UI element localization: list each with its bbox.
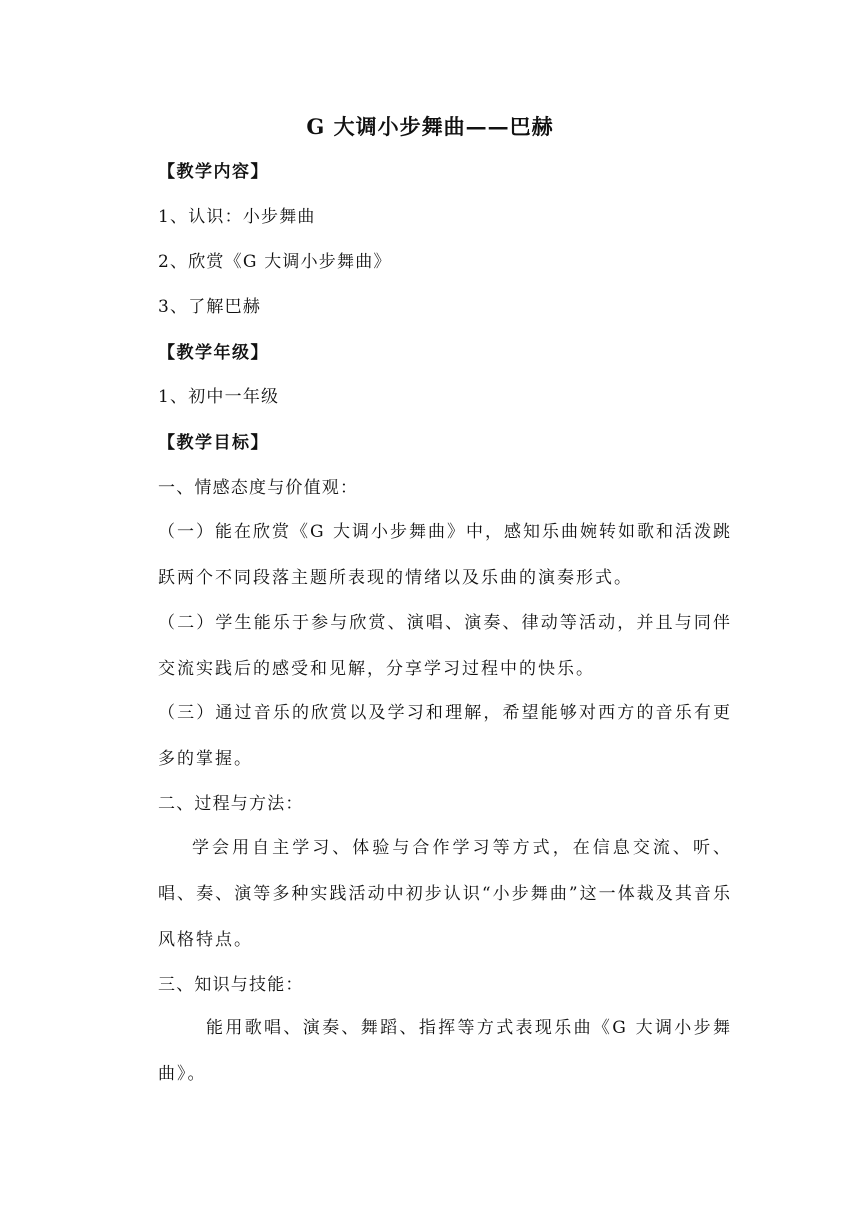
content-item-3: 3、了解巴赫 <box>158 297 262 317</box>
goals-part3-paragraph-1: 能用歌唱、演奏、舞蹈、指挥等方式表现乐曲《G 大调小步舞曲》。 <box>158 1018 732 1084</box>
goals-part3-label: 三、知识与技能： <box>158 975 304 995</box>
goals-part1-paragraph-2: （二）学生能乐于参与欣赏、演唱、演奏、律动等活动，并且与同伴交流实践后的感受和见解，分享学习过程中的快乐。 <box>158 613 732 679</box>
goals-part1-label: 一、情感态度与价值观： <box>158 478 359 498</box>
section-heading-content: 【教学内容】 <box>158 162 269 182</box>
content-item-1: 1、认识：小步舞曲 <box>158 207 316 227</box>
section-heading-goals: 【教学目标】 <box>158 433 269 453</box>
document-title: G 大调小步舞曲——巴赫 <box>306 114 554 139</box>
content-item-2: 2、欣赏《G 大调小步舞曲》 <box>158 252 392 272</box>
goals-part2-label: 二、过程与方法： <box>158 794 304 814</box>
goals-part1-paragraph-1: （一）能在欣赏《G 大调小步舞曲》中，感知乐曲婉转如歌和活泼跳跃两个不同段落主题所表现的情绪以及乐曲的演奏形式。 <box>158 522 732 588</box>
goals-part2-paragraph-1: 学会用自主学习、体验与合作学习等方式，在信息交流、听、唱、奏、演等多种实践活动中初步认识“小步舞曲”这一体裁及其音乐风格特点。 <box>158 838 732 950</box>
goals-part1-paragraph-3: （三）通过音乐的欣赏以及学习和理解，希望能够对西方的音乐有更多的掌握。 <box>158 703 732 769</box>
grade-item-1: 1、初中一年级 <box>158 387 280 407</box>
section-heading-grade: 【教学年级】 <box>158 343 269 363</box>
